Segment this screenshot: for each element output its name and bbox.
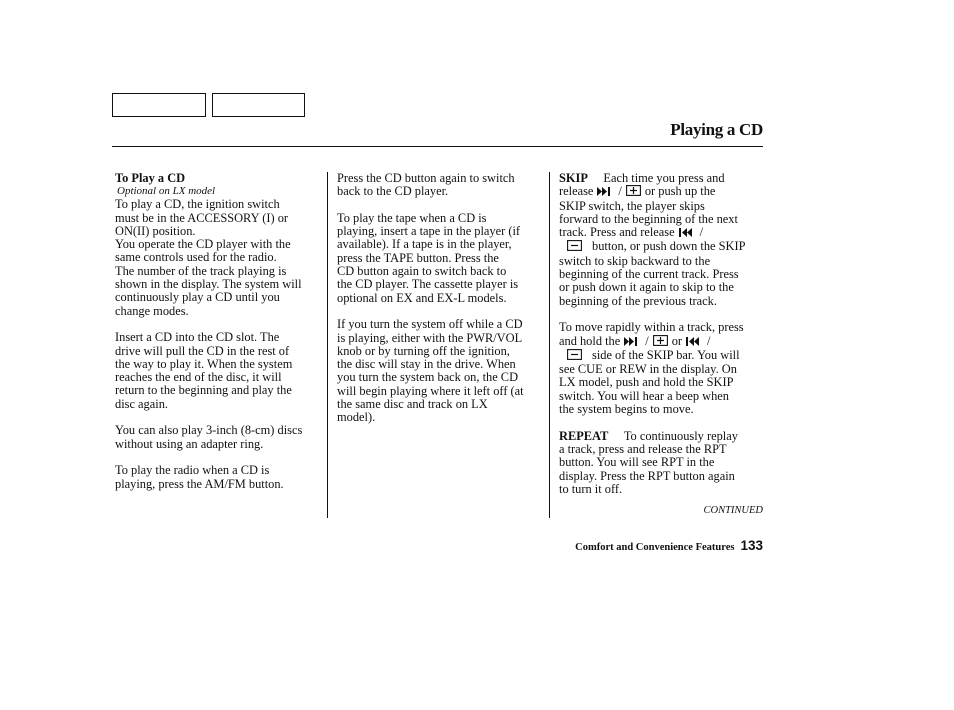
- continued-label: CONTINUED: [703, 505, 763, 516]
- column-1: [115, 172, 323, 504]
- page-footer: [575, 537, 763, 555]
- footer-section-name: Comfort and Convenience Features: [575, 542, 735, 553]
- paragraph: You operate the CD player with the same controls used for the radio. The number of the track playing is shown in the display. The system will continuously play a CD until you change modes.: [115, 237, 302, 318]
- column-2: [337, 172, 545, 438]
- header-tab-box-2: [212, 93, 305, 117]
- paragraph: Insert a CD into the CD slot. The drive will pull the CD in the rest of the way to play it. When the system reaches the end of the disc, it will return to the beginning and play the disc again.: [115, 330, 293, 411]
- paragraph: You can also play 3-inch (8-cm) discs without using an adapter ring.: [115, 423, 303, 451]
- paragraph: To play the radio when a CD is playing, press the AM/FM button.: [115, 463, 284, 491]
- header-rule: [112, 146, 763, 147]
- page-title: Playing a CD: [670, 120, 763, 139]
- skip-heading: SKIP: [559, 171, 588, 185]
- skip-back-icon: [679, 227, 696, 240]
- section-heading-play-cd: To Play a CD: [115, 171, 186, 185]
- section-subheading: Optional on LX model: [117, 185, 216, 198]
- column-3: [559, 172, 763, 509]
- column-divider-1: [327, 172, 328, 518]
- paragraph: Press the CD button again to switch back to the CD player.: [337, 171, 515, 199]
- repeat-heading: REPEAT: [559, 428, 609, 443]
- repeat-paragraph: REPEAT To continuously replay a track, press and release the RPT button. You will see RPT in the display. Press the RPT button again to turn it off.: [559, 428, 738, 496]
- page-number: 133: [740, 538, 763, 553]
- skip-forward-icon: [597, 186, 614, 199]
- header-tab-box-1: [112, 93, 206, 117]
- plus-icon: [653, 335, 668, 349]
- paragraph: To play the tape when a CD is playing, insert a tape in the player (if available). If a tape is in the player, press the TAPE button. Press the CD button again to switch back to the CD player. The cassette player is optional on EX and EX-L models.: [337, 210, 521, 305]
- paragraph: If you turn the system off while a CD is playing, either with the PWR/VOL knob or by turning off the ignition, the disc will stay in the drive. When you turn the system back on, the CD will begin playing where it left off (at the same disc and track on LX model).: [337, 317, 524, 425]
- paragraph: To play a CD, the ignition switch must be in the ACCESSORY (I) or ON(II) position.: [115, 197, 289, 238]
- move-paragraph: To move rapidly within a track, press and hold the / or / side of the SKIP bar. You will see CUE or REW in the display. On LX model, push and hold the SKIP switch. You will hear a beep when the system begins to move.: [559, 320, 744, 417]
- skip-forward-icon: [624, 336, 641, 349]
- minus-icon: [567, 240, 582, 254]
- plus-icon: [626, 185, 641, 199]
- skip-paragraph: SKIP Each time you press and release / or push up the SKIP switch, the player skips forward to the beginning of the next track. Press and release / button, or push down the SKIP switch to skip backward to the beginning of the current track. Press or push down it again to skip to the beginning of the previous track.: [559, 171, 746, 308]
- column-divider-2: [549, 172, 550, 518]
- minus-icon: [567, 349, 582, 363]
- skip-back-icon: [686, 336, 703, 349]
